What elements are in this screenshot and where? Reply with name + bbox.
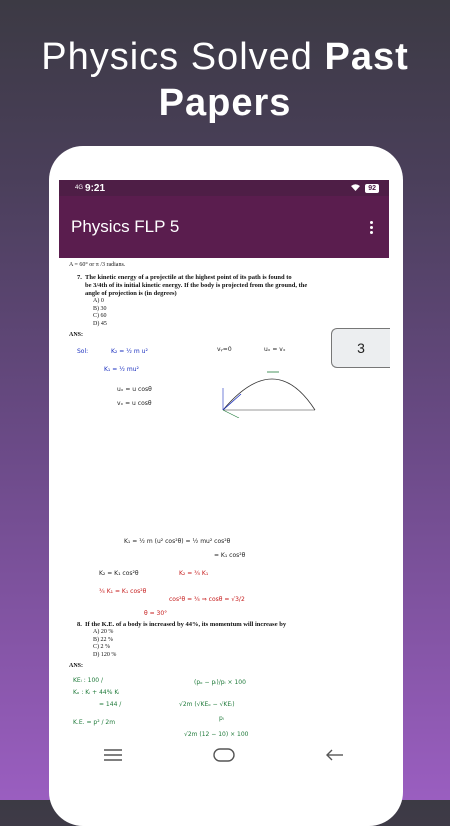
handwritten-solution-8 [69, 669, 379, 740]
hw-text: uₓ = vₓ [264, 346, 286, 353]
hw-text: (pₒ − pᵢ)/pᵢ × 100 [194, 679, 246, 686]
handwritten-solution-7 [69, 338, 379, 616]
navigation-bar [59, 740, 389, 774]
promo-title-bold: Past Papers [158, 36, 409, 124]
more-options-icon[interactable] [366, 217, 377, 238]
hw-text: vₓ = u cosθ [117, 400, 152, 407]
hw-text: vᵧ=0 [217, 346, 232, 353]
hw-text: K₁ = ½ m (u² cos²θ) = ½ mu² cos²θ [124, 538, 231, 545]
option: B) 30 [93, 305, 107, 312]
question-8: 8. If the K.E. of a body is increased by 44%, its momentum will increase by [77, 621, 287, 628]
hw-text: K₁ = ½ mu² [104, 366, 139, 373]
option: C) 60 [93, 313, 107, 319]
option: A) 0 [93, 298, 104, 304]
option: A) 20 % [93, 629, 114, 635]
hw-text: pᵢ [219, 715, 224, 722]
hw-text: K₂ = ½ m u² [111, 348, 148, 355]
hw-text: K₂ = K₁ cos²θ [99, 570, 139, 577]
question-7-options [69, 298, 379, 328]
option: B) 22 % [93, 636, 113, 643]
status-bar [59, 180, 389, 196]
hw-text: cos²θ = ¾ ⇒ cosθ = √3/2 [169, 596, 245, 603]
hw-text: √2m (12 − 10) × 100 [184, 731, 249, 738]
question-8-options [69, 629, 379, 659]
hw-text: Sol: [77, 348, 89, 355]
app-bar [59, 196, 389, 258]
promo-title [0, 34, 450, 126]
hw-text: K₂ = ¾ K₁ [179, 570, 209, 577]
hw-text: θ = 30° [144, 610, 168, 617]
option: C) 2 % [93, 644, 110, 650]
status-time: 9:21 [85, 182, 106, 194]
page-title: Physics FLP 5 [71, 217, 180, 236]
answer-label: ANS: [69, 332, 84, 338]
option: D) 120 % [93, 651, 117, 658]
hw-text: K.E. = p² / 2m [73, 719, 116, 726]
hw-text: uₓ = u cosθ [117, 386, 152, 393]
recents-icon[interactable] [104, 748, 122, 766]
hw-text: Kₒ : Kᵢ + 44% Kᵢ [73, 689, 120, 696]
projectile-diagram-icon [215, 358, 325, 418]
previous-answer: A = 60° or π /3 radians. [69, 262, 126, 268]
page-indicator: 3 [331, 328, 390, 368]
hw-text: KEᵢ : 100 / [73, 677, 104, 684]
home-icon[interactable] [213, 748, 235, 767]
signal-label: 4G [75, 185, 84, 191]
answer-label: ANS: [69, 663, 84, 669]
battery-icon: 92 [365, 184, 379, 193]
back-icon[interactable] [326, 748, 344, 766]
hw-text: = 144 / [99, 701, 122, 708]
hw-text: √2m (√KEₒ − √KEᵢ) [179, 701, 235, 708]
app-screen [59, 180, 389, 740]
wifi-icon [351, 183, 360, 194]
option: D) 45 [93, 320, 107, 327]
hw-text: = K₁ cos²θ [214, 552, 246, 559]
hw-text: ¾ K₁ = K₁ cos²θ [99, 588, 147, 595]
question-7: 7. The kinetic energy of a projectile at the highest point of its path is found to be 3/4th of its initial kinetic energy. If the body is projected from the ground, the angle of projection is (in degrees) [77, 274, 308, 297]
promo-title-light: Physics Solved [41, 36, 325, 78]
